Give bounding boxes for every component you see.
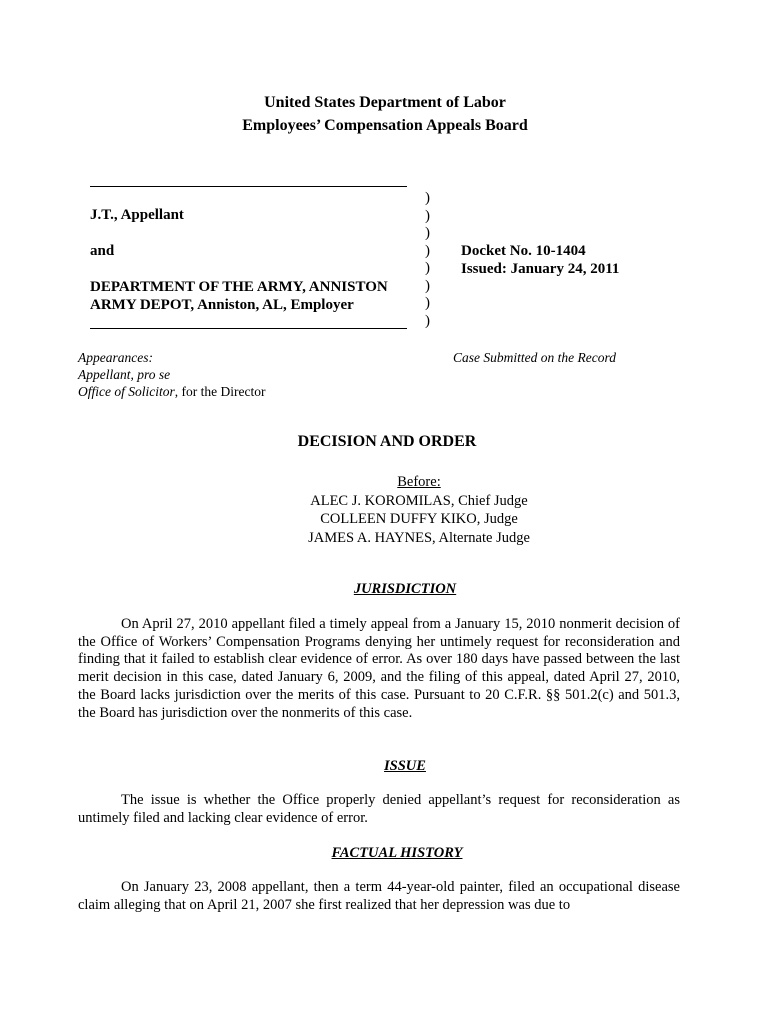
caption-paren-column	[425, 190, 430, 330]
employer-line-1: DEPARTMENT OF THE ARMY, ANNISTON	[90, 279, 388, 295]
board-title: Employees’ Compensation Appeals Board	[242, 117, 528, 134]
agency-title: United States Department of Labor	[264, 94, 506, 111]
appearances-label: Appearances:	[78, 350, 153, 365]
caption-paren: )	[425, 312, 430, 329]
jurisdiction-heading: JURISDICTION	[353, 581, 457, 597]
judge-name: ALEC J. KOROMILAS, Chief Judge	[310, 492, 528, 509]
issue-paragraph: The issue is whether the Office properly denied appellant’s request for reconsideration as untimely filed and lacking clear evidence of error.	[78, 792, 680, 826]
caption-top-rule	[90, 186, 407, 187]
caption-paren: )	[425, 190, 430, 206]
caption-paren: )	[425, 260, 430, 276]
caption-paren: )	[425, 207, 430, 224]
before-block	[0, 473, 770, 547]
appellant-name: J.T., Appellant	[90, 207, 184, 223]
employer-line-2: ARMY DEPOT, Anniston, AL, Employer	[90, 297, 354, 313]
appearance-solicitor	[78, 384, 265, 400]
case-submitted-note: Case Submitted on the Record	[453, 350, 616, 365]
issue-heading: ISSUE	[384, 758, 426, 774]
caption-paren: )	[425, 242, 430, 259]
caption-paren: )	[425, 225, 430, 241]
caption-paren: )	[425, 295, 430, 311]
factual-history-paragraph: On January 23, 2008 appellant, then a term 44-year-old painter, filed an occupational disease claim alleging that on April 21, 2007 she first realized that her depression was due to	[78, 879, 680, 913]
decision-title: DECISION AND ORDER	[297, 433, 477, 450]
caption-bottom-rule	[90, 328, 407, 329]
issued-date: Issued: January 24, 2011	[461, 261, 620, 277]
jurisdiction-paragraph: On April 27, 2010 appellant filed a timely appeal from a January 15, 2010 nonmerit decision of the Office of Workers’ Compensation Programs denying her untimely request for reconsideration and finding that it failed to establish clear evidence of error. As over 180 days have passed between the last merit decision in this case, dated January 6, 2009, and the filing of this appeal, dated April 27, 2010, the Board lacks jurisdiction over the merits of this case. Pursuant to 20 C.F.R. §§ 501.2(c) and 501.3, the Board has jurisdiction over the nonmerits of this case.	[78, 616, 680, 721]
judge-name: JAMES A. HAYNES, Alternate Judge	[308, 529, 530, 546]
caption-paren: )	[425, 277, 430, 294]
caption-and: and	[90, 243, 115, 259]
judge-name: COLLEEN DUFFY KIKO, Judge	[320, 511, 518, 527]
appearance-appellant: Appellant, pro se	[78, 367, 171, 382]
factual-history-heading: FACTUAL HISTORY	[331, 845, 463, 861]
solicitor-role: , for the Director	[174, 384, 266, 399]
solicitor-office: Office of Solicitor	[78, 384, 175, 399]
docket-number: Docket No. 10-1404	[461, 243, 586, 259]
before-label: Before:	[397, 474, 441, 490]
